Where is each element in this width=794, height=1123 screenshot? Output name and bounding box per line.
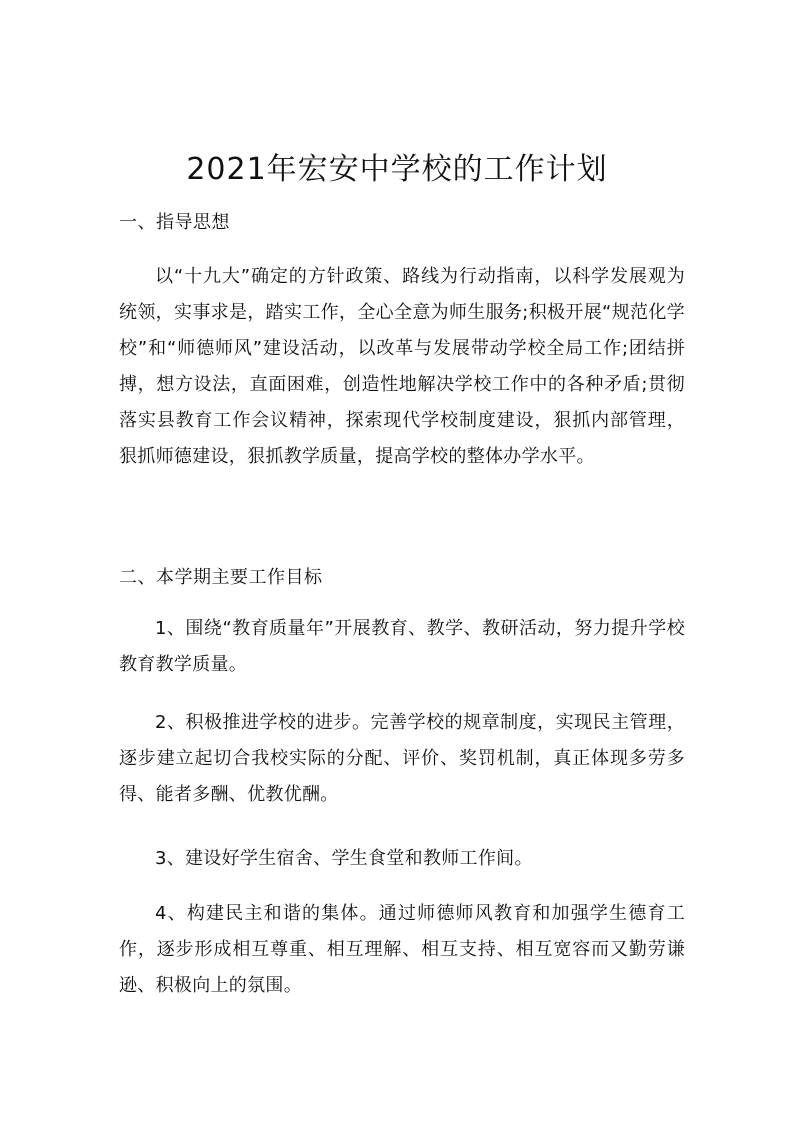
list-item: 1、围绕“教育质量年”开展教育、教学、教研活动，努力提升学校教育教学质量。	[119, 618, 685, 675]
list-item: 3、建设好学生宿舍、学生食堂和教师工作间。	[155, 848, 533, 869]
section-heading-work-goals: 二、本学期主要工作目标	[119, 567, 323, 588]
section-heading-guiding-ideology: 一、指导思想	[119, 212, 230, 233]
page-title: 2021年宏安中学校的工作计划	[186, 152, 608, 187]
list-item: 4、构建民主和谐的集体。通过师德师风教育和加强学生德育工作，逐步形成相互尊重、相互理解、相互支持、相互宽容而又勤劳谦逊、积极向上的氛围。	[119, 903, 685, 996]
section-paragraph-guiding-ideology: 以“十九大”确定的方针政策、路线为行动指南，以科学发展观为统领，实事求是，踏实工作，全心全意为师生服务;积极开展“规范化学校”和“师德师风”建设活动，以改革与发展带动学校全局工作;团结拼搏，想方设法，直面困难，创造性地解决学校工作中的各种矛盾;贯彻落实县教育工作会议精神，探索现代学校制度建设，狠抓内部管理，狠抓师德建设，狠抓教学质量，提高学校的整体办学水平。	[119, 266, 685, 467]
list-item: 2、积极推进学校的进步。完善学校的规章制度，实现民主管理，逐步建立起切合我校实际的分配、评价、奖罚机制，真正体现多劳多得、能者多酬、优教优酬。	[119, 712, 685, 805]
